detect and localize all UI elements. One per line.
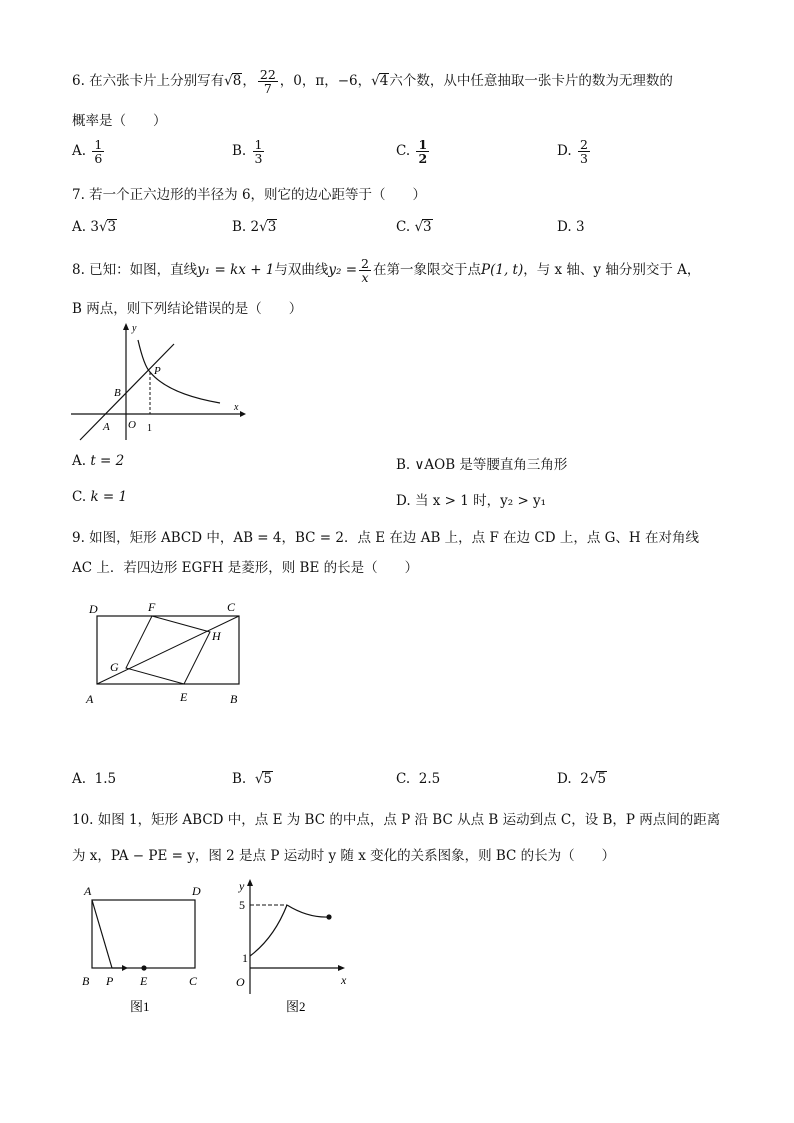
end-point — [326, 914, 331, 919]
option-label: D. — [557, 771, 572, 787]
x-arrow — [338, 965, 345, 971]
option-label: C. — [72, 489, 87, 505]
option-text: t = 2 — [90, 453, 125, 469]
option-fraction — [416, 138, 429, 165]
label-y: y — [132, 323, 137, 334]
radicand: 5 — [263, 771, 273, 787]
rectangle-abcd — [92, 900, 195, 968]
frac-den: x — [361, 270, 369, 285]
frac-den: 6 — [94, 151, 103, 166]
label-1: 1 — [147, 423, 152, 434]
option-text: 1.5 — [94, 771, 117, 787]
q9-option-d[interactable]: D. 2√5 — [557, 771, 607, 787]
arrow-head — [122, 965, 128, 971]
q9-option-a[interactable] — [72, 771, 116, 787]
q8-option-a[interactable] — [72, 453, 124, 469]
q10-line2: 为 x，PA − PE = y，图 2 是点 P 运动时 y 随 x 变化的关系图象，则 BC 的长为（ ） — [72, 848, 616, 864]
q6-sep: ， — [242, 73, 256, 89]
label-d: D — [89, 602, 98, 616]
option-value: 3 — [575, 219, 585, 235]
option-fraction — [253, 138, 265, 165]
q6-option-d[interactable] — [557, 138, 592, 165]
q7-option-b[interactable]: B. 2√3 — [232, 219, 277, 235]
q8-figure — [68, 318, 248, 443]
q9-option-b[interactable]: B. √5 — [232, 771, 273, 787]
label-1: 1 — [242, 951, 248, 965]
label-o: O — [236, 975, 245, 989]
q8-point: P(1, t) — [481, 262, 524, 278]
q8-hyperbola-eq: y₂ = — [328, 262, 358, 278]
option-label: C. — [396, 219, 411, 235]
option-label: B. — [232, 219, 247, 235]
label-d: D — [192, 884, 201, 898]
coef: 2 — [250, 219, 260, 235]
option-text: ∨AOB 是等腰直角三角形 — [414, 457, 568, 473]
label-b: B — [82, 974, 90, 988]
frac-den: 3 — [579, 151, 588, 166]
label-5: 5 — [239, 898, 245, 912]
option-label: A. — [72, 219, 87, 235]
radicand: 5 — [597, 771, 607, 787]
label-a: A — [86, 692, 94, 706]
label-x: x — [234, 402, 239, 413]
q6-fraction — [258, 68, 278, 95]
q8-p4: ，与 x 轴、y 轴分别交于 A， — [523, 262, 701, 278]
q7-option-a[interactable]: A. 3√3 — [72, 219, 117, 235]
option-text: 2.5 — [418, 771, 441, 787]
q6-line2: 概率是（ ） — [72, 113, 167, 129]
option-label: C. — [396, 143, 411, 159]
q8-p1: 8. 已知：如图，直线 — [72, 262, 198, 278]
q8-fraction — [359, 257, 371, 284]
q6-post: 六个数，从中任意抽取一张卡片的数为无理数的 — [389, 73, 673, 89]
q6-pre: 6. 在六张卡片上分别写有 — [72, 73, 225, 89]
label-f: F — [148, 600, 156, 614]
label-b: B — [114, 387, 121, 399]
point-e — [141, 965, 146, 970]
label-c: C — [227, 600, 236, 614]
q9-option-c[interactable] — [396, 771, 440, 787]
frac-den: 2 — [418, 151, 428, 166]
label-a: A — [84, 884, 92, 898]
label-o: O — [128, 419, 136, 431]
q6-option-b[interactable] — [232, 138, 266, 165]
q6-rest: ，0，π，−6， — [279, 73, 372, 89]
q8-p3: 在第一象限交于点 — [373, 262, 481, 278]
frac-den: 3 — [254, 151, 263, 166]
option-label: D. — [557, 143, 572, 159]
q8-line-eq: y₁ = kx + 1 — [197, 262, 275, 278]
figure-caption: 图2 — [286, 999, 306, 1014]
label-b: B — [230, 692, 238, 706]
q8-option-b[interactable] — [396, 453, 567, 473]
q8-stem — [72, 257, 700, 284]
frac-num: 1 — [254, 137, 263, 152]
label-x: x — [341, 973, 347, 987]
label-c: C — [189, 974, 198, 988]
radicand: 3 — [107, 219, 117, 235]
label-a: A — [103, 421, 110, 433]
q10-figure-2 — [230, 872, 355, 1018]
option-label: C. — [396, 771, 411, 787]
x-arrow — [240, 411, 246, 417]
option-fraction — [92, 138, 104, 165]
q10-figure-1 — [78, 878, 218, 1018]
figure-caption: 图1 — [130, 999, 150, 1014]
option-label: D. — [396, 493, 411, 509]
option-label: B. — [232, 771, 247, 787]
q8-option-c[interactable] — [72, 489, 127, 505]
coef: 2 — [580, 771, 589, 787]
label-h: H — [212, 629, 221, 643]
q9-line2: AC 上．若四边形 EGFH 是菱形，则 BE 的长是（ ） — [72, 560, 419, 576]
radicand: 3 — [423, 219, 432, 235]
frac-num: 2 — [579, 137, 588, 152]
q7-option-d[interactable] — [557, 219, 585, 235]
q6-option-c[interactable] — [396, 138, 431, 165]
q7-stem: 7. 若一个正六边形的半径为 6，则它的边心距等于（ ） — [72, 187, 427, 203]
option-label: D. — [557, 219, 572, 235]
q7-option-c[interactable]: C. √3 — [396, 219, 432, 235]
line-y1 — [80, 344, 174, 440]
option-text: k = 1 — [90, 489, 128, 505]
frac-num: 1 — [94, 137, 103, 152]
label-g: G — [110, 660, 119, 674]
option-fraction — [578, 138, 590, 165]
q6-option-a[interactable] — [72, 138, 106, 165]
label-e: E — [140, 974, 148, 988]
q6-stem: 6. 在六张卡片上分别写有√8， $\frac{22}{7}$ ，0，π，−6，√4六个数，从中任意抽取一张卡片的数为无理数的 — [72, 67, 673, 96]
curve-rising — [250, 905, 287, 956]
q6-sqrt4: 4 — [379, 73, 389, 89]
y-arrow — [247, 879, 253, 886]
q6-sqrt8: 8 — [232, 73, 242, 89]
frac-num: 2 — [361, 256, 369, 271]
label-e: E — [180, 690, 188, 704]
option-label: A. — [72, 453, 87, 469]
label-p: P — [106, 974, 114, 988]
radicand: 3 — [267, 219, 277, 235]
q8-p2: 与双曲线 — [274, 262, 329, 278]
y-arrow — [123, 323, 129, 330]
q10-line1: 10. 如图 1，矩形 ABCD 中，点 E 为 BC 的中点，点 P 沿 BC 从点 B 运动到点 C，设 B，P 两点间的距离 — [72, 812, 721, 828]
option-label: A. — [72, 143, 87, 159]
q8-option-d[interactable] — [396, 489, 546, 509]
q8-line2: B 两点，则下列结论错误的是（ ） — [72, 301, 303, 317]
option-label: B. — [232, 143, 247, 159]
label-p: P — [154, 365, 161, 377]
coef: 3 — [90, 219, 99, 235]
frac-num: 1 — [418, 137, 428, 152]
q9-figure — [82, 596, 252, 711]
label-y: y — [239, 879, 245, 893]
q6-frac-num: 22 — [259, 67, 276, 82]
segment-ap — [92, 900, 112, 968]
q9-line1: 9. 如图，矩形 ABCD 中，AB = 4，BC = 2．点 E 在边 AB 上，点 F 在边 CD 上，点 G、H 在对角线 — [72, 530, 699, 546]
option-label: A. — [72, 771, 87, 787]
curve-falling — [287, 905, 329, 917]
q6-frac-den: 7 — [263, 81, 272, 96]
option-label: B. — [396, 457, 411, 473]
option-text: 当 x > 1 时，y₂ > y₁ — [414, 493, 547, 509]
